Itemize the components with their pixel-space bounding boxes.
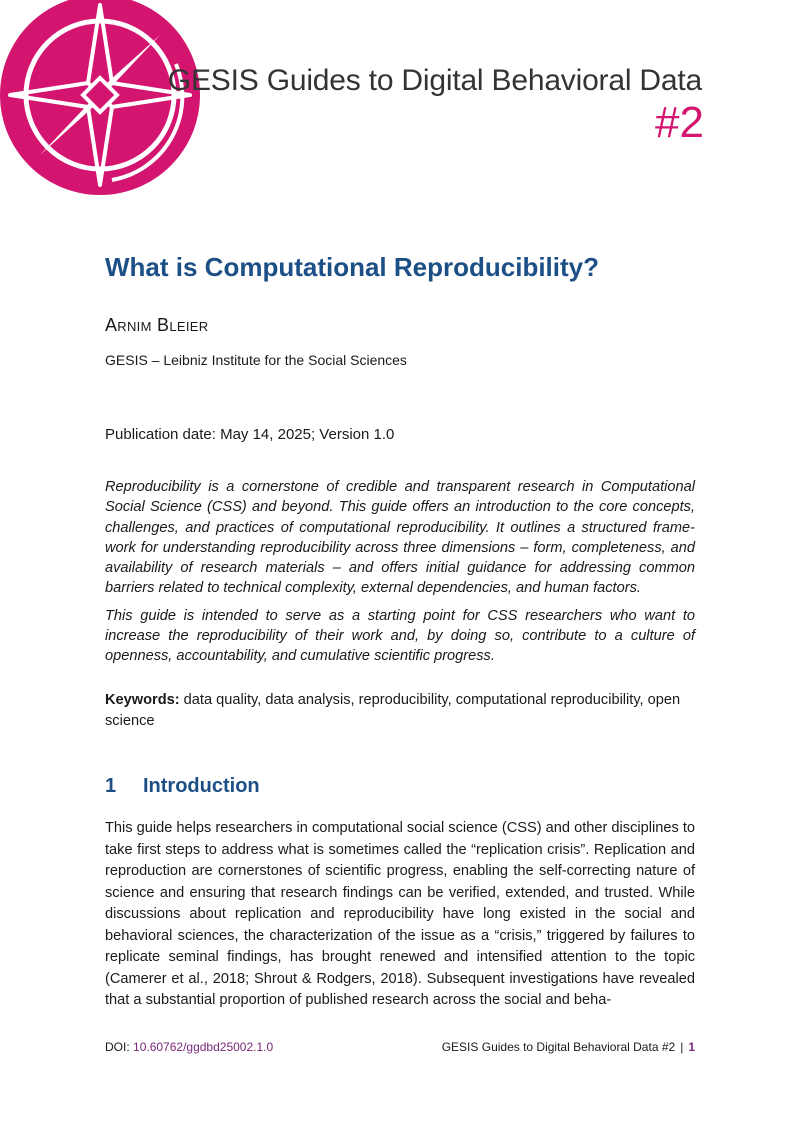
compass-logo-icon: [0, 0, 200, 200]
abstract-paragraph: Reproducibility is a cornerstone of credible and transparent research in Computational Social Science (CSS) and beyond. This guide offers an introduction to the core concepts, challenges, and practices of computational reproducibility. It outlines a structured frame-work for understanding reproducibility across three dimensions – form, completeness, and availability of research materials – and offers initial guidance for addressing common barriers related to technical complexity, external dependencies, and human factors.: [105, 479, 695, 597]
series-number: #2: [655, 98, 704, 147]
section-heading: [105, 775, 260, 798]
footer-doi: [105, 1040, 273, 1054]
section-number: 1: [105, 775, 117, 797]
footer-series-title: GESIS Guides to Digital Behavioral Data #2: [441, 1040, 676, 1054]
footer-series: [442, 1040, 695, 1054]
page-title: What is Computational Reproducibility?: [105, 252, 599, 282]
abstract: [105, 477, 695, 674]
keywords-text: data quality, data analysis, reproducibility, computational reproducibility, open science: [105, 692, 681, 729]
keywords-label: Keywords:: [105, 692, 180, 708]
author-affiliation: GESIS – Leibniz Institute for the Social Sciences: [105, 352, 407, 368]
section-body: [105, 818, 695, 1012]
doi-link[interactable]: 10.60762/ggdbd25002.1.0: [133, 1040, 274, 1054]
doi-label: DOI:: [105, 1040, 130, 1054]
series-title: GESIS Guides to Digital Behavioral Data: [167, 64, 702, 97]
footer-separator: |: [680, 1040, 684, 1054]
abstract-paragraph: This guide is intended to serve as a starting point for CSS researchers who want to increase the reproducibility of their work and, by doing so, contribute to a culture of openness, accountability, and cumulative scientific progress.: [105, 607, 695, 665]
page-number: 1: [688, 1040, 695, 1054]
author-name: Arnim Bleier: [105, 315, 209, 335]
section-title: Introduction: [143, 775, 260, 797]
publication-date: Publication date: May 14, 2025; Version 1.0: [105, 426, 395, 443]
body-paragraph: This guide helps researchers in computational social science (CSS) and other disciplines to take first steps to address what is sometimes called the “replication crisis”. Replication and reproduction are cornerstones of scientific progress, enabling the self-correcting nature of science and ensuring that research findings can be verified, extended, and trusted. While discussions about replication and reproducibility have long existed in the social and behavioral sciences, the characterization of the issue as a “crisis,” triggered by failures to replicate seminal findings, has brought renewed and intensified attention to the topic (Camerer et al., 2018; Shrout & Rodgers, 2018). Subsequent investigations have revealed that a substantial proportion of published research across the social and beha-: [105, 820, 695, 1008]
keywords: [105, 690, 695, 732]
